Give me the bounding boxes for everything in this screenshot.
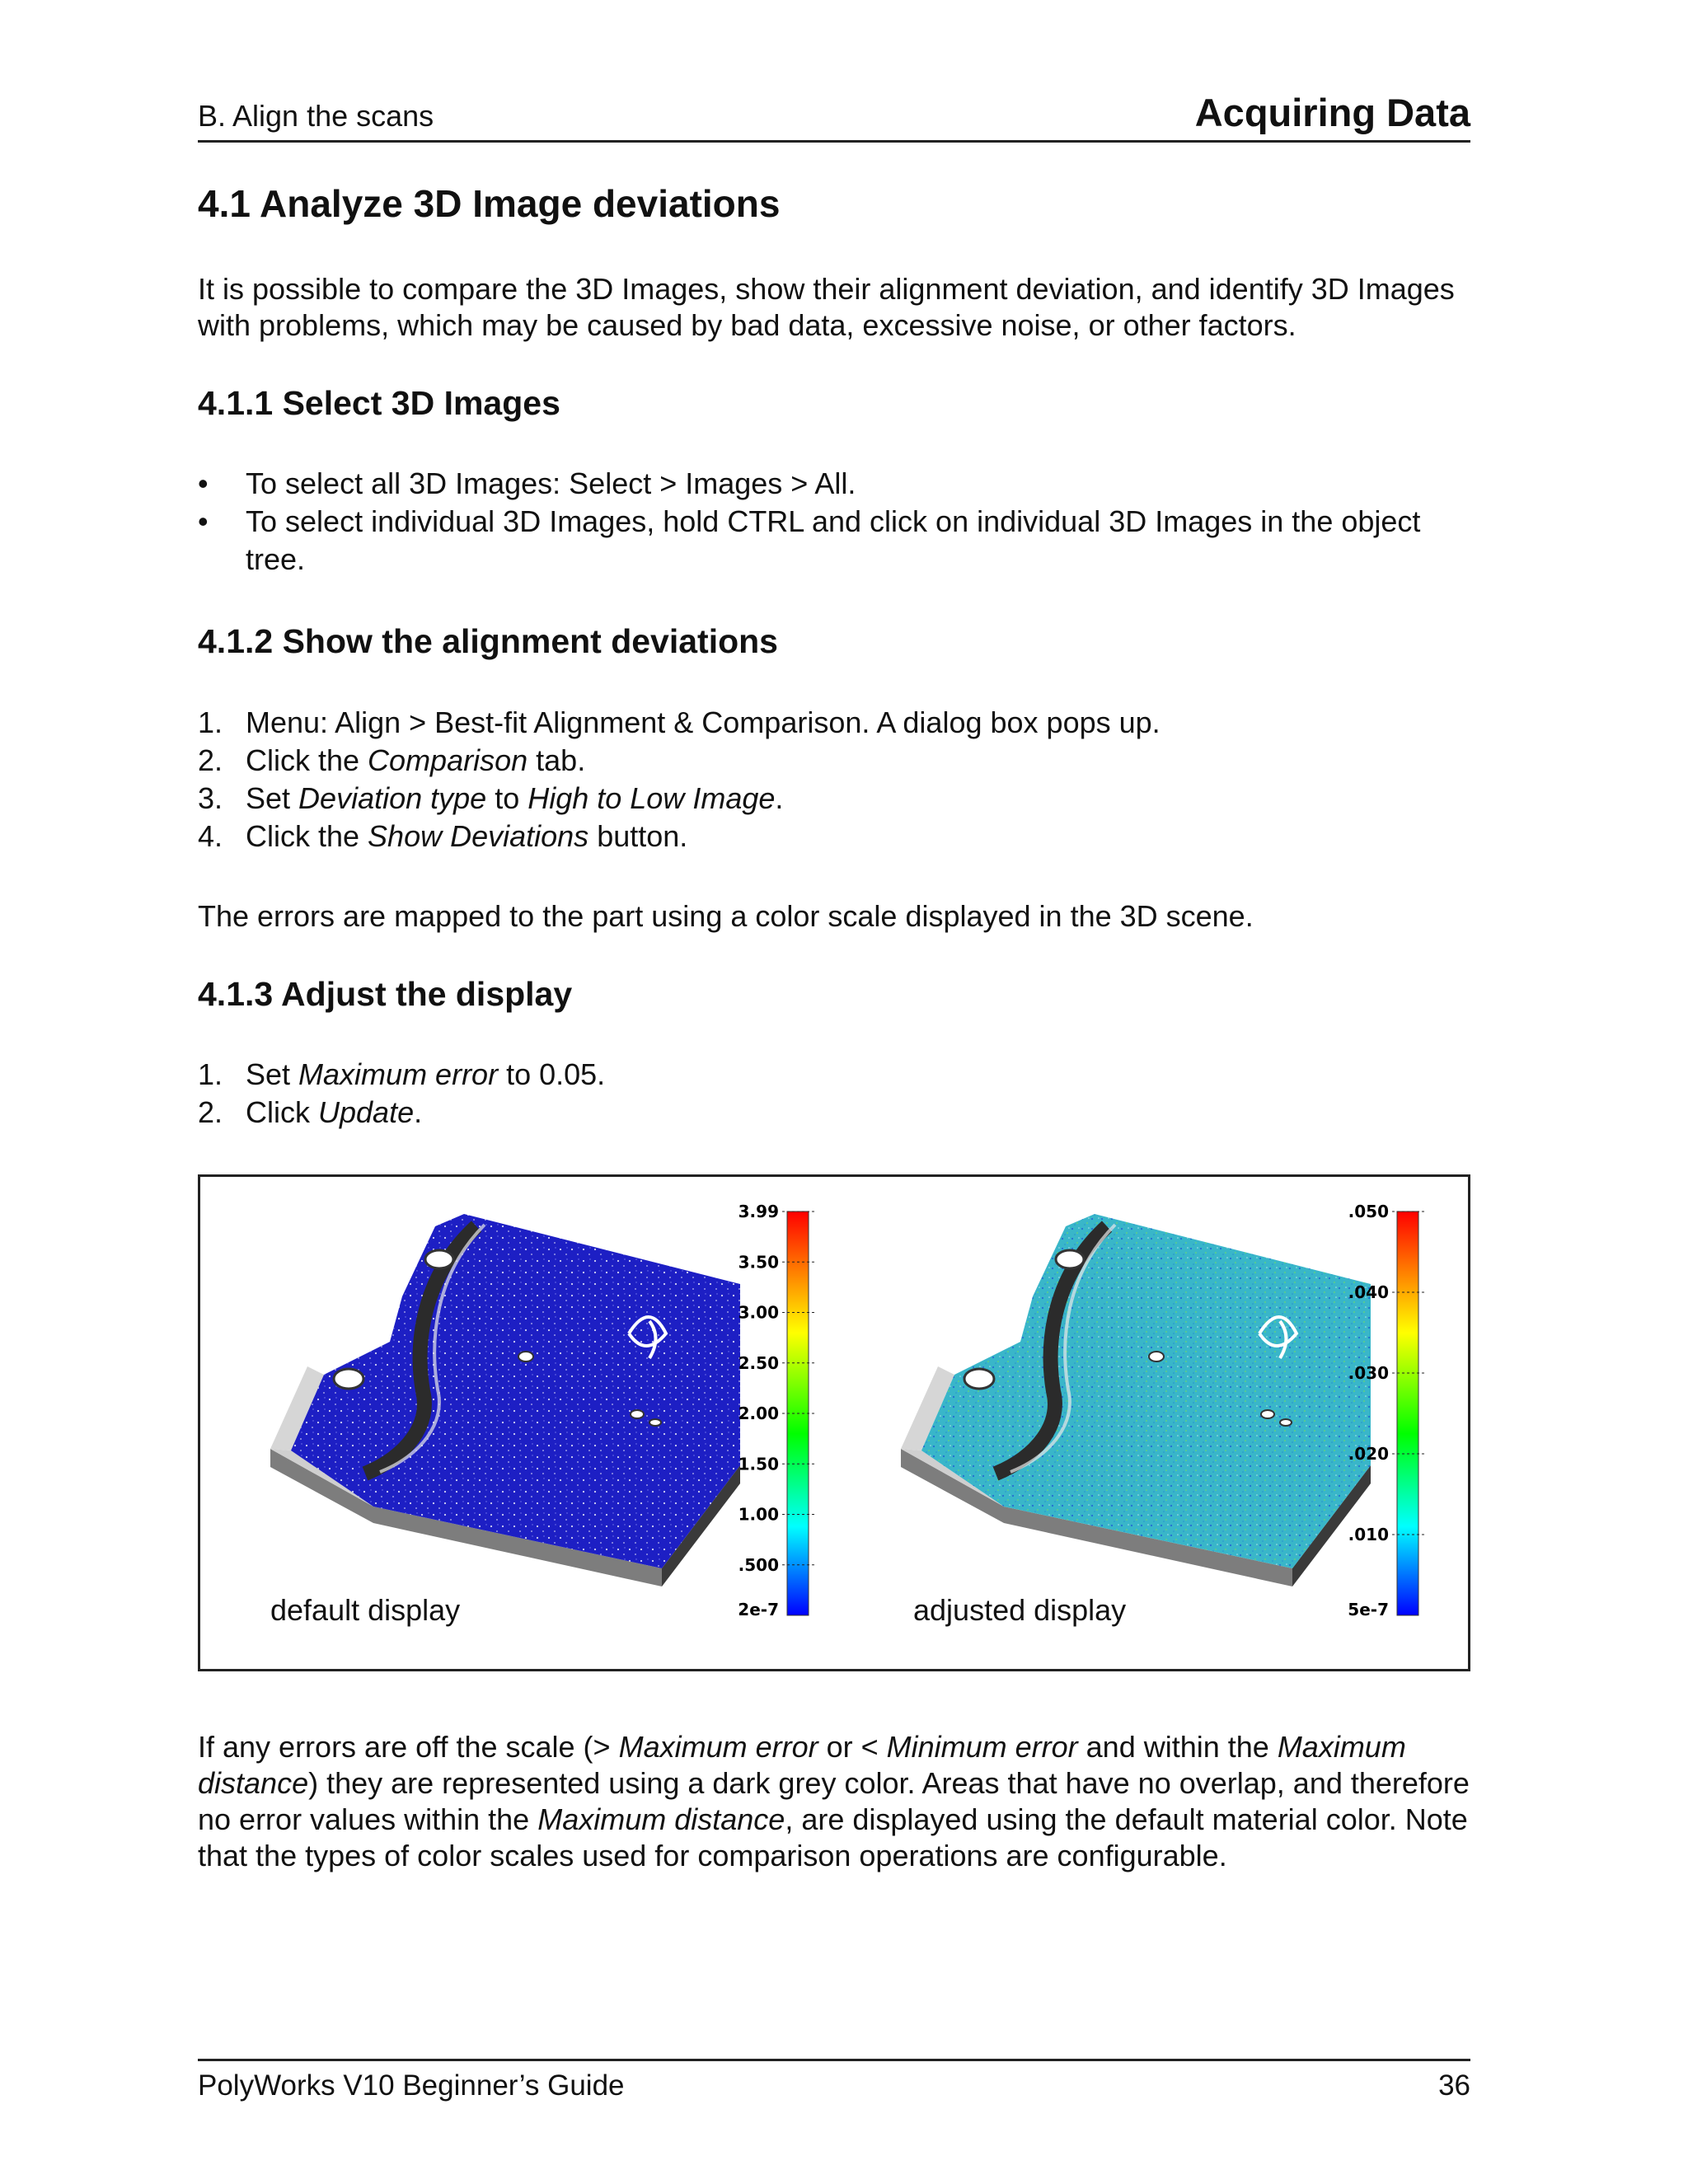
scale-min-label: 5e-7 xyxy=(1348,1599,1389,1619)
list-item: 3. Set Deviation type to High to Low Image. xyxy=(198,780,784,815)
page-footer xyxy=(198,2059,1470,2102)
scale-tick-label: .050 xyxy=(1348,1201,1389,1221)
adjust-steps-list xyxy=(198,1056,1470,1132)
scale-tick-label: 3.00 xyxy=(738,1302,779,1323)
scale-tick-label: .010 xyxy=(1348,1524,1389,1544)
scale-tick-label: 2.50 xyxy=(738,1352,779,1373)
section-label: B. Align the scans xyxy=(198,99,434,133)
intro-paragraph: It is possible to compare the 3D Images, show their alignment deviation, and identify 3D Images with problems, which may be caused by bad data, excessive noise, or other factors. xyxy=(198,272,1455,343)
scale-tick-label: 3.99 xyxy=(738,1201,779,1221)
deviation-figure xyxy=(198,1174,1470,1671)
default-color-scale xyxy=(738,1202,815,1619)
subsection-heading-select: 4.1.1 Select 3D Images xyxy=(198,384,560,423)
default-display-caption: default display xyxy=(270,1592,461,1627)
subsection-heading-show: 4.1.2 Show the alignment deviations xyxy=(198,622,778,661)
chapter-title: Acquiring Data xyxy=(1194,91,1470,134)
color-scale-note: The errors are mapped to the part using a color scale displayed in the 3D scene. xyxy=(198,898,1254,933)
scale-tick-label: 1.50 xyxy=(738,1454,779,1474)
scale-min-label: 2e-7 xyxy=(738,1599,779,1619)
scale-tick-label: 2.00 xyxy=(738,1403,779,1423)
list-item: 2. Click Update. xyxy=(198,1094,423,1129)
section-heading: 4.1 Analyze 3D Image deviations xyxy=(198,182,781,225)
bullet: • xyxy=(198,466,209,501)
select-bullet-list xyxy=(198,465,1470,579)
closing-paragraph: If any errors are off the scale (> Maximum error or < Minimum error and within the Maximum distance) they are represented using a dark grey color. Areas that have no overlap, and therefore no error values within the Maximum distance, are displayed using the default material color. Note that the types of color scales used for comparison operations are configurable. xyxy=(198,1729,1470,1872)
list-item: • To select individual 3D Images, hold CTRL and click on individual 3D Images in the object tree. xyxy=(198,503,1470,579)
scale-tick-label: 1.00 xyxy=(738,1504,779,1525)
list-item: 2. Click the Comparison tab. xyxy=(198,743,586,777)
page-header xyxy=(198,87,1470,143)
subsection-heading-adjust: 4.1.3 Adjust the display xyxy=(198,974,573,1013)
scale-tick-label: .020 xyxy=(1348,1443,1389,1464)
default-display-part xyxy=(270,1214,740,1586)
adjusted-display-part xyxy=(901,1214,1371,1586)
scale-tick-label: 3.50 xyxy=(738,1252,779,1272)
show-steps-list xyxy=(198,704,1470,855)
list-item: 1. Set Maximum error to 0.05. xyxy=(198,1057,606,1091)
bullet: • xyxy=(198,504,209,539)
list-item: 1. Menu: Align > Best-fit Alignment & Comparison. A dialog box pops up. xyxy=(198,705,1160,739)
list-item: 4. Click the Show Deviations button. xyxy=(198,818,688,853)
scale-tick-label: .030 xyxy=(1348,1362,1389,1383)
adjusted-display-caption: adjusted display xyxy=(913,1592,1127,1627)
list-item: • To select all 3D Images: Select > Images > All. xyxy=(198,465,1470,503)
page-content xyxy=(198,181,1470,1914)
page-number: 36 xyxy=(1438,2069,1470,2102)
book-title: PolyWorks V10 Beginner’s Guide xyxy=(198,2069,625,2102)
scale-tick-label: .040 xyxy=(1348,1282,1389,1302)
scale-tick-label: .500 xyxy=(738,1554,779,1575)
